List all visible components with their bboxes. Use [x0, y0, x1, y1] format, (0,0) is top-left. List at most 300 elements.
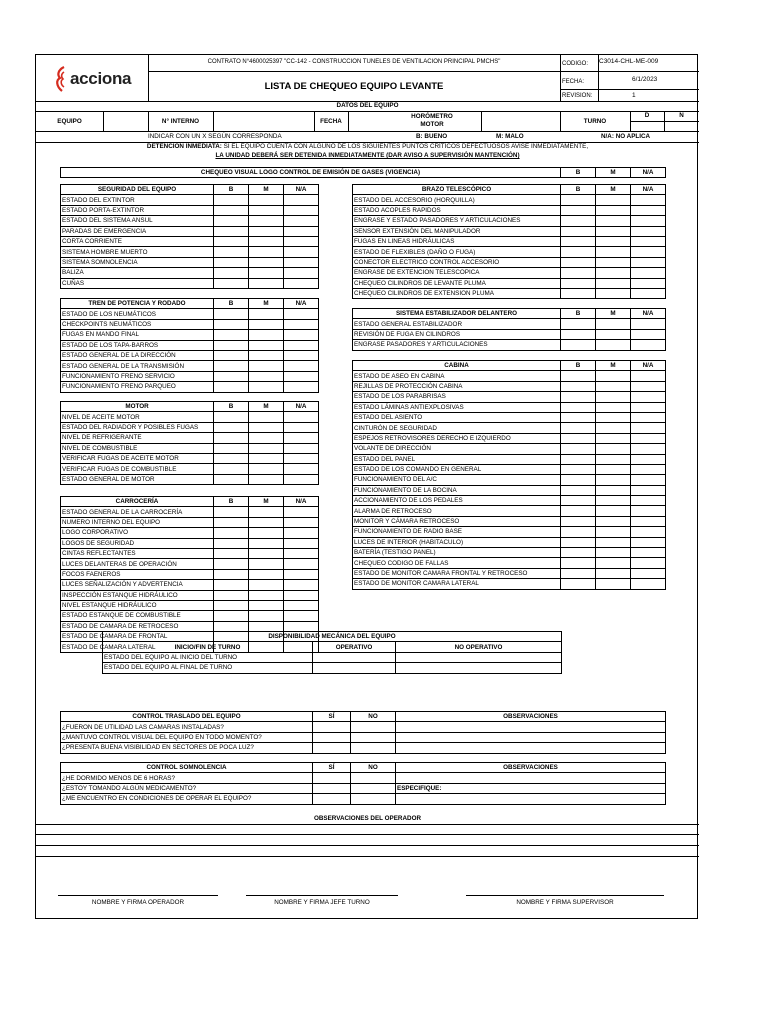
observation-cell[interactable]: [396, 794, 666, 804]
check-cell[interactable]: [631, 496, 666, 506]
check-cell[interactable]: [631, 340, 666, 350]
gases-label: CHEQUEO VISUAL LOGO CONTROL DE EMISIÓN DE GASES (VIGENCIA): [61, 168, 561, 178]
check-cell[interactable]: [561, 527, 596, 537]
horometro-field[interactable]: [482, 112, 559, 130]
check-cell[interactable]: [561, 402, 596, 412]
turno-d[interactable]: D: [644, 112, 650, 119]
item-label: FUNCIONAMIENTO DEL A/C: [353, 475, 561, 485]
gases-na[interactable]: N/A: [631, 168, 666, 178]
check-cell[interactable]: [561, 433, 596, 443]
check-cell[interactable]: [284, 340, 319, 350]
check-cell[interactable]: [631, 268, 666, 278]
check-cell[interactable]: [561, 268, 596, 278]
check-cell[interactable]: [284, 422, 319, 432]
col-na: N/A: [631, 185, 666, 195]
check-cell[interactable]: [214, 371, 249, 381]
check-cell[interactable]: [631, 558, 666, 568]
item-label: LOGO CORPORATIVO: [61, 528, 214, 538]
check-cell[interactable]: [396, 652, 562, 662]
check-cell[interactable]: [249, 247, 284, 257]
check-cell[interactable]: [284, 453, 319, 463]
check-cell[interactable]: [631, 537, 666, 547]
check-cell[interactable]: [631, 433, 666, 443]
check-cell[interactable]: [214, 433, 249, 443]
check-cell[interactable]: [214, 278, 249, 288]
section-table: [352, 308, 666, 351]
item-label: ESTADO DE CAMARA DE RETROCESO: [61, 621, 214, 631]
somnolencia-title: CONTROL SOMNOLENCIA: [61, 763, 313, 773]
check-cell[interactable]: [214, 548, 249, 558]
signature-jefe-turno[interactable]: NOMBRE Y FIRMA JEFE TURNO: [246, 895, 398, 906]
col-b: B: [214, 497, 249, 507]
check-cell[interactable]: [249, 350, 284, 360]
check-cell[interactable]: [249, 412, 284, 422]
check-cell[interactable]: [214, 319, 249, 329]
check-cell[interactable]: [249, 309, 284, 319]
item-label: ESTADO DE CAMARA DE FRONTAL: [61, 632, 214, 642]
check-cell[interactable]: [214, 257, 249, 267]
check-cell[interactable]: [214, 216, 249, 226]
check-cell[interactable]: [631, 278, 666, 288]
observation-cell[interactable]: [396, 722, 666, 732]
check-cell[interactable]: [313, 732, 351, 742]
check-cell[interactable]: [631, 319, 666, 329]
check-cell[interactable]: [596, 475, 631, 485]
check-cell[interactable]: [214, 464, 249, 474]
check-cell[interactable]: [214, 600, 249, 610]
check-cell[interactable]: [596, 381, 631, 391]
check-cell[interactable]: [561, 226, 596, 236]
check-cell[interactable]: [596, 205, 631, 215]
table-row: [61, 350, 319, 360]
check-cell[interactable]: [561, 568, 596, 578]
table-row: [61, 319, 319, 329]
table-row: [353, 579, 666, 589]
check-cell[interactable]: [214, 559, 249, 569]
check-cell[interactable]: [214, 474, 249, 484]
check-cell[interactable]: [561, 454, 596, 464]
table-row: [61, 590, 319, 600]
item-label: ESTADO DEL SISTEMA ANSUL: [61, 216, 214, 226]
check-cell[interactable]: [214, 268, 249, 278]
table-row: [353, 548, 666, 558]
check-cell[interactable]: [631, 216, 666, 226]
check-cell[interactable]: [561, 558, 596, 568]
check-cell[interactable]: [249, 611, 284, 621]
check-cell[interactable]: [249, 319, 284, 329]
check-cell[interactable]: [249, 528, 284, 538]
check-cell[interactable]: [284, 569, 319, 579]
check-cell[interactable]: [596, 464, 631, 474]
check-cell[interactable]: [313, 652, 396, 662]
check-cell[interactable]: [596, 236, 631, 246]
turno-n[interactable]: N: [679, 112, 684, 119]
check-cell[interactable]: [284, 350, 319, 360]
check-cell[interactable]: [561, 216, 596, 226]
section-title: CARROCERÍA: [61, 497, 214, 507]
check-cell[interactable]: [214, 340, 249, 350]
check-cell[interactable]: [596, 340, 631, 350]
observation-cell[interactable]: [396, 773, 666, 783]
check-cell[interactable]: [313, 743, 351, 753]
check-cell[interactable]: [561, 412, 596, 422]
check-cell[interactable]: [631, 568, 666, 578]
check-cell[interactable]: [631, 381, 666, 391]
check-cell[interactable]: [631, 205, 666, 215]
check-cell[interactable]: [561, 195, 596, 205]
check-cell[interactable]: [214, 422, 249, 432]
check-cell[interactable]: [214, 538, 249, 548]
check-cell[interactable]: [284, 195, 319, 205]
check-cell[interactable]: [284, 205, 319, 215]
col-m: M: [249, 402, 284, 412]
check-cell[interactable]: [561, 257, 596, 267]
check-cell[interactable]: [284, 309, 319, 319]
check-cell[interactable]: [631, 257, 666, 267]
check-cell[interactable]: [631, 464, 666, 474]
check-cell[interactable]: [249, 278, 284, 288]
check-cell[interactable]: [249, 590, 284, 600]
check-cell[interactable]: [561, 444, 596, 454]
check-cell[interactable]: [249, 236, 284, 246]
check-cell[interactable]: [596, 548, 631, 558]
check-cell[interactable]: [249, 257, 284, 267]
fecha-field[interactable]: [349, 112, 409, 130]
check-cell[interactable]: [351, 783, 396, 793]
check-cell[interactable]: [596, 558, 631, 568]
check-cell[interactable]: [249, 216, 284, 226]
check-cell[interactable]: [249, 330, 284, 340]
check-cell[interactable]: [596, 288, 631, 298]
check-cell[interactable]: [631, 402, 666, 412]
check-cell[interactable]: [631, 506, 666, 516]
section-table: [352, 360, 666, 590]
check-cell[interactable]: [249, 580, 284, 590]
check-cell[interactable]: [561, 340, 596, 350]
check-cell[interactable]: [596, 329, 631, 339]
check-cell[interactable]: [351, 732, 396, 742]
especifique-cell[interactable]: ESPECIFIQUE:: [396, 783, 666, 793]
check-cell[interactable]: [561, 319, 596, 329]
check-cell[interactable]: [596, 423, 631, 433]
check-cell[interactable]: [214, 247, 249, 257]
table-row: [61, 361, 319, 371]
check-cell[interactable]: [214, 195, 249, 205]
check-cell[interactable]: [214, 226, 249, 236]
check-cell[interactable]: [561, 496, 596, 506]
col-b: B: [214, 185, 249, 195]
check-cell[interactable]: [284, 464, 319, 474]
signature-operador[interactable]: NOMBRE Y FIRMA OPERADOR: [58, 895, 218, 906]
check-cell[interactable]: [284, 538, 319, 548]
check-cell[interactable]: [249, 559, 284, 569]
item-label: NIVEL DE ACEITE MOTOR: [61, 412, 214, 422]
check-cell[interactable]: [214, 382, 249, 392]
item-label: ESTADO DE LOS TAPA-BARROS: [61, 340, 214, 350]
check-cell[interactable]: [249, 340, 284, 350]
item-label: VERIFICAR FUGAS DE ACEITE MOTOR: [61, 453, 214, 463]
table-row: [61, 205, 319, 215]
check-cell[interactable]: [214, 205, 249, 215]
section-title: SISTEMA ESTABILIZADOR DELANTERO: [353, 309, 561, 319]
check-cell[interactable]: [561, 506, 596, 516]
check-cell[interactable]: [214, 580, 249, 590]
detencion-line1: DETENCIÓN INMEDIATA: SI EL EQUIPO CUENTA CON ALGUNO DE LOS SIGUIENTES PUNTOS CRÍTICOS DEFECTUOSOS AVISE INMEDIATAMENTE,: [146, 143, 589, 150]
check-cell[interactable]: [561, 371, 596, 381]
revision-label: REVISION:: [562, 93, 593, 99]
check-cell[interactable]: [561, 548, 596, 558]
check-cell[interactable]: [631, 392, 666, 402]
check-cell[interactable]: [351, 794, 396, 804]
item-label: VERIFICAR FUGAS DE COMBUSTIBLE: [61, 464, 214, 474]
check-cell[interactable]: [284, 474, 319, 484]
gases-m[interactable]: M: [596, 168, 631, 178]
observation-cell[interactable]: [396, 732, 666, 742]
check-cell[interactable]: [214, 309, 249, 319]
table-row: [61, 474, 319, 484]
interno-field[interactable]: [214, 112, 313, 130]
check-cell[interactable]: [631, 329, 666, 339]
check-cell[interactable]: [284, 443, 319, 453]
check-cell[interactable]: [249, 538, 284, 548]
check-cell[interactable]: [561, 464, 596, 474]
check-cell[interactable]: [596, 496, 631, 506]
check-cell[interactable]: [284, 517, 319, 527]
check-cell[interactable]: [596, 527, 631, 537]
check-cell[interactable]: [596, 568, 631, 578]
check-cell[interactable]: [596, 371, 631, 381]
disp-col1: INICIO/FIN DE TURNO: [103, 642, 313, 652]
check-cell[interactable]: [631, 527, 666, 537]
check-cell[interactable]: [596, 257, 631, 267]
check-cell[interactable]: [351, 773, 396, 783]
check-cell[interactable]: [596, 247, 631, 257]
check-cell[interactable]: [561, 485, 596, 495]
fecha-value: 6/1/2023: [632, 76, 658, 83]
table-row: [353, 558, 666, 568]
item-label: CONECTOR ELECTRICO CONTROL ACCESORIO: [353, 257, 561, 267]
check-cell[interactable]: [214, 330, 249, 340]
check-cell[interactable]: [284, 559, 319, 569]
check-cell[interactable]: [596, 433, 631, 443]
check-cell[interactable]: [214, 528, 249, 538]
check-cell[interactable]: [214, 590, 249, 600]
check-cell[interactable]: [596, 454, 631, 464]
check-cell[interactable]: [313, 773, 351, 783]
check-cell[interactable]: [596, 268, 631, 278]
col-b: B: [214, 402, 249, 412]
acciona-logo-icon: [54, 66, 70, 92]
check-cell[interactable]: [351, 743, 396, 753]
check-cell[interactable]: [214, 412, 249, 422]
check-cell[interactable]: [249, 464, 284, 474]
table-row: [353, 278, 666, 288]
check-cell[interactable]: [249, 195, 284, 205]
check-cell[interactable]: [284, 528, 319, 538]
check-cell[interactable]: [596, 516, 631, 526]
check-cell[interactable]: [631, 371, 666, 381]
check-cell[interactable]: [631, 444, 666, 454]
col-na: N/A: [284, 185, 319, 195]
check-cell[interactable]: [249, 361, 284, 371]
check-cell[interactable]: [561, 475, 596, 485]
check-cell[interactable]: [284, 247, 319, 257]
col-na: N/A: [284, 497, 319, 507]
check-cell[interactable]: [396, 663, 562, 673]
check-cell[interactable]: [313, 794, 351, 804]
item-label: CHEQUEO CODIGO DE FALLAS: [353, 558, 561, 568]
check-cell[interactable]: [561, 288, 596, 298]
item-label: ENGRASE Y ESTADO PASADORES Y ARTICULACIONES: [353, 216, 561, 226]
gases-b[interactable]: B: [561, 168, 596, 178]
check-cell[interactable]: [561, 423, 596, 433]
table-row: ¿ESTOY TOMANDO ALGÚN MEDICAMENTO? ESPECIFIQUE:: [61, 783, 666, 793]
item-label: NUMERO INTERNO DEL EQUIPO: [61, 517, 214, 527]
section-title: CABINA: [353, 361, 561, 371]
check-cell[interactable]: [214, 517, 249, 527]
check-cell[interactable]: [561, 278, 596, 288]
check-cell[interactable]: [561, 516, 596, 526]
signature-supervisor[interactable]: NOMBRE Y FIRMA SUPERVISOR: [466, 895, 664, 906]
check-cell[interactable]: [214, 453, 249, 463]
check-cell[interactable]: [214, 507, 249, 517]
check-cell[interactable]: [596, 195, 631, 205]
table-row: [353, 527, 666, 537]
item-label: NIVEL ESTANQUE HIDRÁULICO: [61, 600, 214, 610]
check-cell[interactable]: [313, 663, 396, 673]
table-row: [61, 382, 319, 392]
check-cell[interactable]: [284, 548, 319, 558]
check-cell[interactable]: [631, 195, 666, 205]
section-title: SEGURIDAD DEL EQUIPO: [61, 185, 214, 195]
check-cell[interactable]: [596, 392, 631, 402]
equipo-field[interactable]: [104, 112, 147, 130]
check-cell[interactable]: [249, 474, 284, 484]
check-cell[interactable]: [631, 236, 666, 246]
check-cell[interactable]: [249, 453, 284, 463]
check-cell[interactable]: [596, 278, 631, 288]
check-cell[interactable]: [249, 517, 284, 527]
item-label: VOLANTE DE DIRECCIÓN: [353, 444, 561, 454]
check-cell[interactable]: [596, 216, 631, 226]
check-cell[interactable]: [631, 423, 666, 433]
check-cell[interactable]: [631, 247, 666, 257]
check-cell[interactable]: [249, 600, 284, 610]
check-cell[interactable]: [631, 454, 666, 464]
check-cell[interactable]: [284, 507, 319, 517]
check-cell[interactable]: [284, 611, 319, 621]
check-cell[interactable]: [284, 361, 319, 371]
check-cell[interactable]: [284, 580, 319, 590]
item-label: BATERÍA (TESTIGO PANEL): [353, 548, 561, 558]
check-cell[interactable]: [561, 579, 596, 589]
check-cell[interactable]: [284, 278, 319, 288]
check-cell[interactable]: [561, 537, 596, 547]
item-label: ESTADO DEL ACCESORIO (HORQUILLA): [353, 195, 561, 205]
table-row: [353, 464, 666, 474]
check-cell[interactable]: [249, 548, 284, 558]
fecha-field-label: FECHA: [320, 118, 342, 125]
check-cell[interactable]: [284, 382, 319, 392]
check-cell[interactable]: [561, 329, 596, 339]
check-cell[interactable]: [284, 600, 319, 610]
traslado-table: CONTROL TRASLADO DEL EQUIPO SÍ NO OBSERVACIONES ¿FUERON DE UTILIDAD LAS CAMARAS INSTALADAS? ¿MANTUVO CONTROL VISUAL DEL EQUIPO EN TODO MOMENTO? ¿PRESENTA BUENA VISIBILIDAD EN SECTORES DE POCA LUZ?: [60, 711, 666, 754]
check-cell[interactable]: [249, 382, 284, 392]
indicar-note: INDICAR CON UN X SEGÚN CORRESPONDA: [148, 133, 282, 140]
check-cell[interactable]: [596, 402, 631, 412]
check-cell[interactable]: [313, 722, 351, 732]
check-cell[interactable]: [214, 443, 249, 453]
check-cell[interactable]: [313, 783, 351, 793]
check-cell[interactable]: [596, 485, 631, 495]
check-cell[interactable]: [284, 216, 319, 226]
check-cell[interactable]: [284, 226, 319, 236]
check-cell[interactable]: [596, 226, 631, 236]
check-cell[interactable]: [596, 579, 631, 589]
check-cell[interactable]: [214, 350, 249, 360]
check-cell[interactable]: [249, 268, 284, 278]
check-cell[interactable]: [351, 722, 396, 732]
check-cell[interactable]: [596, 412, 631, 422]
check-cell[interactable]: [214, 569, 249, 579]
check-cell[interactable]: [284, 319, 319, 329]
check-cell[interactable]: [561, 392, 596, 402]
check-cell[interactable]: [284, 330, 319, 340]
check-cell[interactable]: [631, 579, 666, 589]
check-cell[interactable]: [561, 205, 596, 215]
check-cell[interactable]: [561, 247, 596, 257]
check-cell[interactable]: [249, 226, 284, 236]
check-cell[interactable]: [284, 236, 319, 246]
check-cell[interactable]: [249, 422, 284, 432]
check-cell[interactable]: [214, 236, 249, 246]
check-cell[interactable]: [631, 548, 666, 558]
check-cell[interactable]: [284, 412, 319, 422]
check-cell[interactable]: [249, 507, 284, 517]
check-cell[interactable]: [561, 381, 596, 391]
check-cell[interactable]: [631, 288, 666, 298]
check-cell[interactable]: [249, 433, 284, 443]
check-cell[interactable]: [249, 371, 284, 381]
check-cell[interactable]: [249, 569, 284, 579]
check-cell[interactable]: [214, 361, 249, 371]
check-cell[interactable]: [596, 537, 631, 547]
check-cell[interactable]: [284, 590, 319, 600]
check-cell[interactable]: [249, 205, 284, 215]
check-cell[interactable]: [631, 412, 666, 422]
check-cell[interactable]: [596, 444, 631, 454]
check-cell[interactable]: [284, 371, 319, 381]
check-cell[interactable]: [284, 268, 319, 278]
check-cell[interactable]: [631, 485, 666, 495]
item-label: FUNCIONAMIENTO DE RADIO BASE: [353, 527, 561, 537]
check-cell[interactable]: [596, 319, 631, 329]
check-cell[interactable]: [561, 236, 596, 246]
page-title: LISTA DE CHEQUEO EQUIPO LEVANTE: [264, 81, 444, 92]
check-cell[interactable]: [631, 516, 666, 526]
check-cell[interactable]: [284, 257, 319, 267]
observaciones-lines[interactable]: [36, 825, 699, 865]
check-cell[interactable]: [284, 433, 319, 443]
check-cell[interactable]: [631, 475, 666, 485]
check-cell[interactable]: [631, 226, 666, 236]
check-cell[interactable]: [249, 443, 284, 453]
check-cell[interactable]: [596, 506, 631, 516]
observation-cell[interactable]: [396, 743, 666, 753]
legend-malo: M: MALO: [496, 133, 524, 140]
legend-na: N/A: NO APLICA: [601, 133, 651, 140]
check-cell[interactable]: [214, 611, 249, 621]
